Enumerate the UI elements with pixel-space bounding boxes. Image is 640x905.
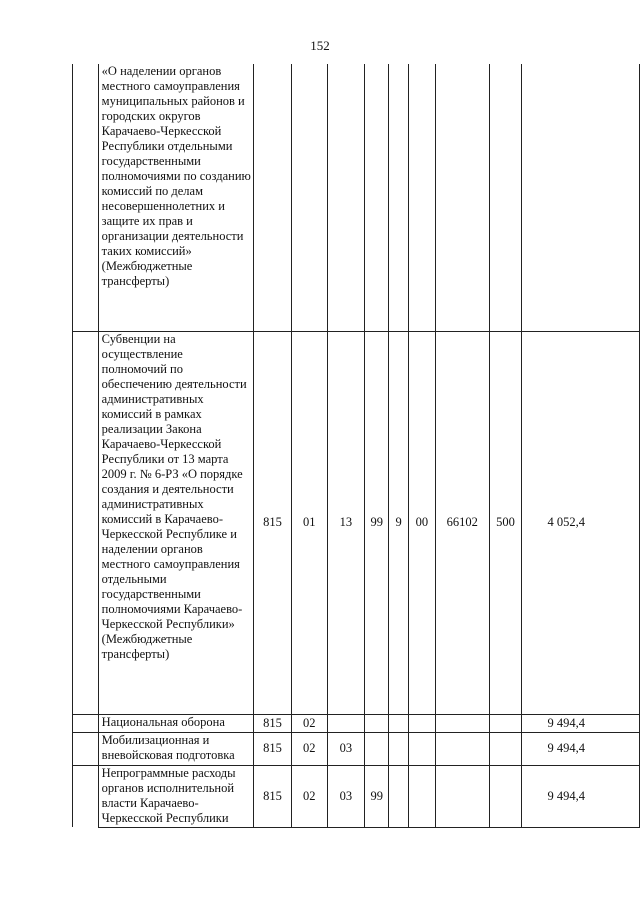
pr-cell [327,714,365,732]
cs1-cell [365,714,389,732]
table-row [73,732,640,765]
amount-cell: 9 494,4 [522,765,640,827]
cs3-cell [409,714,436,732]
vr-cell [489,765,522,827]
pr-cell: 03 [327,732,365,765]
ved-cell: 815 [254,331,292,714]
cs3-cell [409,732,436,765]
row-name-cell: Субвенции на осуществление полномочий по обеспечению деятельности административных комиссий в рамках реализации Закона Карачаево-Черкесской Республики от 13 марта 2009 г. № 6-РЗ «О порядке создания и деятельности административных комиссий в Карачаево-Черкесской Республике и наделении органов местного самоуправления отдельными государственными полномочиями Карачаево-Черкесской Республики» (Межбюджетные трансферты) [98,331,253,714]
ved-cell [254,64,292,331]
vr-cell [489,732,522,765]
cs1-cell [365,64,389,331]
row-marker-cell [73,765,99,827]
vr-cell [489,714,522,732]
vr-cell [489,64,522,331]
table-row [73,331,640,714]
row-name-cell: «О наделении органов местного самоуправления муниципальных районов и городских округов Карачаево-Черкесской Республики отдельными государственными полномочиями по созданию комиссий по делам несовершеннолетних и защите их прав и организации деятельности таких комиссий» (Межбюджетные трансферты) [98,64,253,331]
row-name-cell: Непрограммные расходы органов исполнительной власти Карачаево-Черкесской Республики [98,765,253,827]
cs1-cell: 99 [365,331,389,714]
rz-cell: 01 [291,331,327,714]
pr-cell: 13 [327,331,365,714]
cs4-cell [435,64,489,331]
row-marker-cell [73,714,99,732]
cs4-cell [435,714,489,732]
row-name-cell: Национальная оборона [98,714,253,732]
cs2-cell [389,765,409,827]
row-marker-cell [73,732,99,765]
cs4-cell [435,732,489,765]
table-row [73,714,640,732]
rz-cell [291,64,327,331]
vr-cell: 500 [489,331,522,714]
row-marker-cell [73,331,99,714]
row-marker-cell [73,64,99,331]
pr-cell [327,64,365,331]
cs2-cell [389,714,409,732]
cs4-cell: 66102 [435,331,489,714]
budget-table [72,64,640,828]
rz-cell: 02 [291,765,327,827]
ved-cell: 815 [254,765,292,827]
cs2-cell: 9 [389,331,409,714]
amount-cell [522,64,640,331]
table-row [73,765,640,827]
rz-cell: 02 [291,732,327,765]
cs3-cell: 00 [409,331,436,714]
amount-cell: 4 052,4 [522,331,640,714]
cs2-cell [389,732,409,765]
cs2-cell [389,64,409,331]
row-name-cell: Мобилизационная и вневойсковая подготовка [98,732,253,765]
cs4-cell [435,765,489,827]
ved-cell: 815 [254,732,292,765]
pr-cell: 03 [327,765,365,827]
rz-cell: 02 [291,714,327,732]
ved-cell: 815 [254,714,292,732]
amount-cell: 9 494,4 [522,714,640,732]
table-row [73,64,640,331]
page-number: 152 [310,38,330,53]
cs1-cell [365,732,389,765]
cs1-cell: 99 [365,765,389,827]
cs3-cell [409,765,436,827]
cs3-cell [409,64,436,331]
amount-cell: 9 494,4 [522,732,640,765]
